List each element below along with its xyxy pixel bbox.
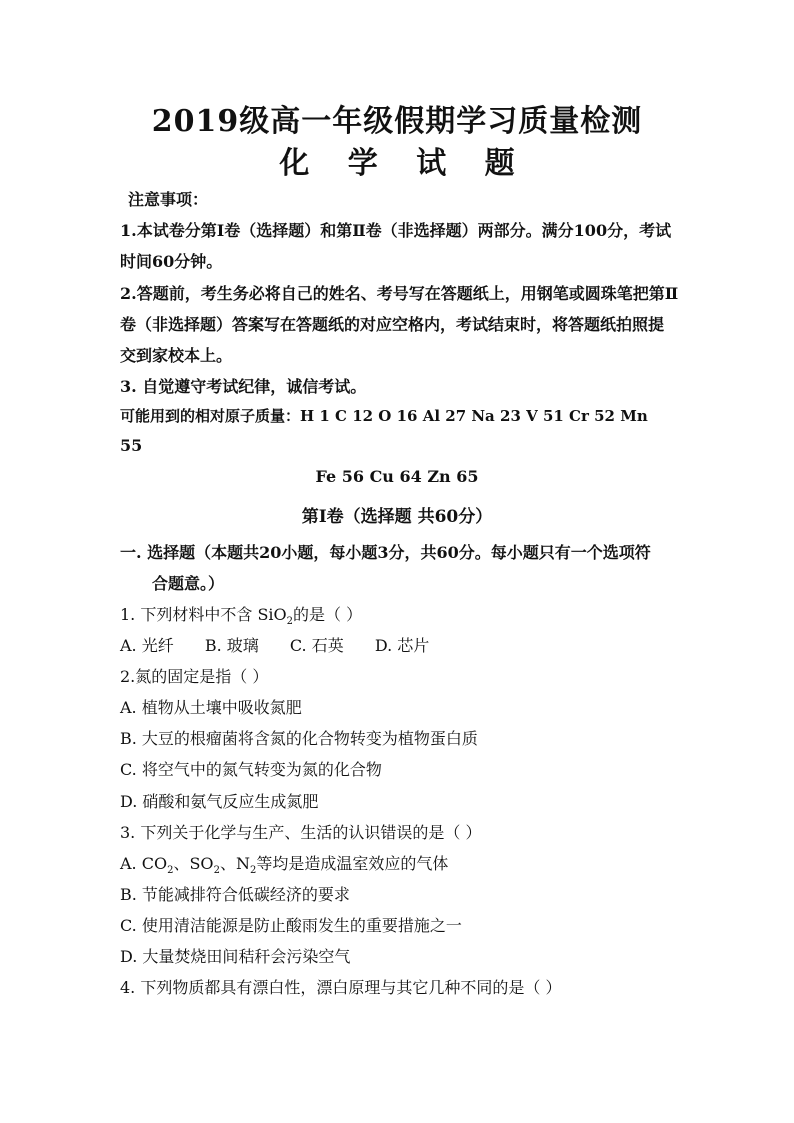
atomic-mass-line1: 可能用到的相对原子质量：H 1 C 12 O 16 Al 27 Na 23 V 51 Cr 52 Mn: [120, 407, 648, 425]
question-2-stem: 2.氮的固定是指（ ）: [120, 667, 269, 686]
notice-item1-line2: 时间60分钟。: [120, 252, 223, 271]
notice-heading: 注意事项：: [128, 190, 209, 209]
question-1-stem: 1. 下列材料中不含 SiO$_2$的是（ ）: [120, 605, 363, 628]
part1-line2: 合题意。）: [152, 574, 225, 593]
notice-item2-line1: 2.答题前，考生务必将自己的姓名、考号写在答题纸上，用钢笔或圆珠笔把第Ⅱ: [120, 284, 679, 303]
question-2-option-a: A. 植物从土壤中吸收氮肥: [120, 698, 302, 717]
question-3-stem: 3. 下列关于化学与生产、生活的认识错误的是（ ）: [120, 823, 482, 842]
notice-item3: 3. 自觉遵守考试纪律，诚信考试。: [120, 377, 367, 396]
notice-item2-line3: 交到家校本上。: [120, 346, 233, 365]
option-b: B. 玻璃: [204, 636, 259, 655]
question-2-option-b: B. 大豆的根瘤菌将含氮的化合物转变为植物蛋白质: [120, 729, 478, 748]
atomic-mass-line3: Fe 56 Cu 64 Zn 65: [315, 467, 479, 486]
question-3-option-b: B. 节能减排符合低碳经济的要求: [120, 885, 350, 904]
question-3-option-a: A. $CO_2$、$SO_2$、$N_2$等均是造成温室效应的气体: [120, 854, 449, 877]
atomic-mass-line2: 55: [120, 436, 143, 455]
option-a: A. 光纤: [120, 636, 174, 655]
question-3-option-d: D. 大量焚烧田间秸秆会污染空气: [120, 947, 351, 966]
notice-item1-line1: 1.本试卷分第Ⅰ卷（选择题）和第Ⅱ卷（非选择题）两部分。满分100分，考试: [120, 221, 672, 240]
exam-title: 2019级高一年级假期学习质量检测: [151, 104, 643, 139]
question-3-option-c: C. 使用清洁能源是防止酸雨发生的重要措施之一: [120, 916, 462, 935]
question-1-options: [120, 633, 680, 656]
option-d: D. 芯片: [374, 636, 430, 655]
question-4-stem: 4. 下列物质都具有漂白性，漂白原理与其它几种不同的是（ ）: [120, 978, 562, 997]
option-c: C. 石英: [289, 636, 344, 655]
section1-heading: 第Ⅰ卷（选择题 共60分）: [301, 507, 493, 527]
part1-line1: 一. 选择题（本题共20小题，每小题3分，共60分。每小题只有一个选项符: [120, 543, 651, 562]
notice-item2-line2: 卷（非选择题）答案写在答题纸的对应空格内，考试结束时，将答题纸拍照提: [120, 315, 665, 334]
question-2-option-c: C. 将空气中的氮气转变为氮的化合物: [120, 760, 382, 779]
exam-subtitle: 化 学 试 题: [279, 146, 529, 181]
question-2-option-d: D. 硝酸和氨气反应生成氮肥: [120, 792, 319, 811]
